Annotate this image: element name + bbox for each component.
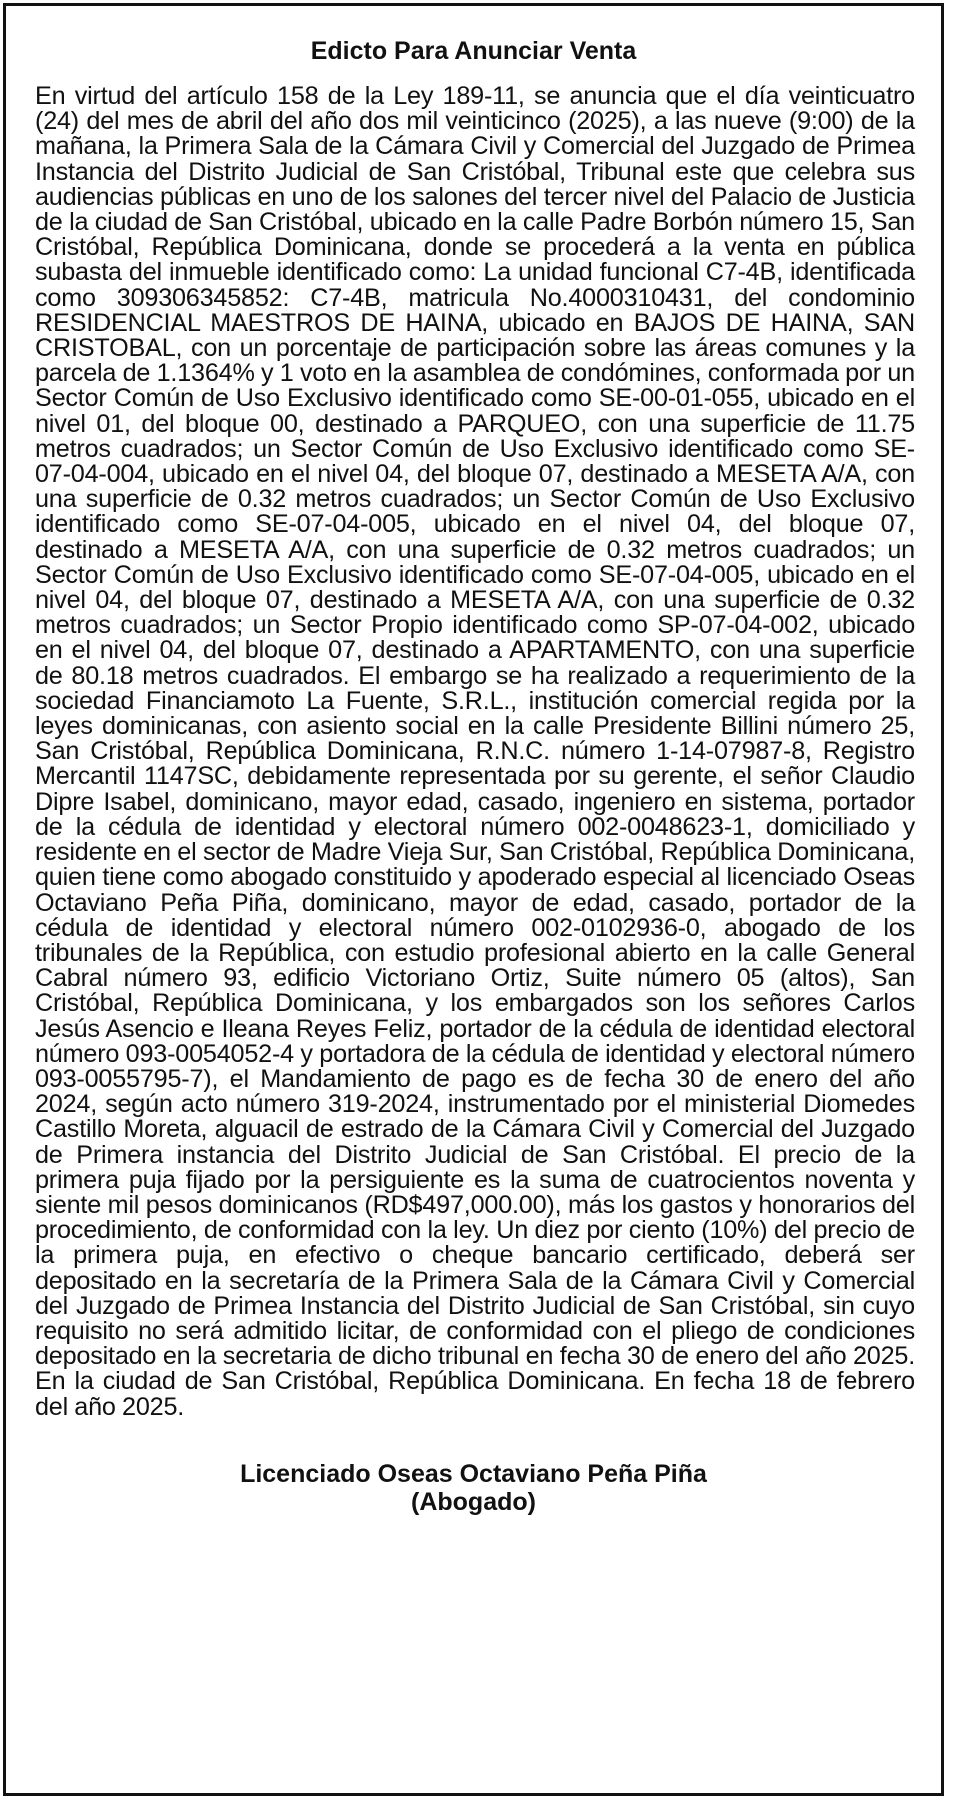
legal-notice [3, 3, 944, 1796]
notice-title: Edicto Para Anunciar Venta [310, 37, 637, 65]
signature-block [6, 1460, 941, 1516]
notice-body: En virtud del artículo 158 de la Ley 189-11, se anuncia que el día veinticuatro (24) del mes de abril del año dos mil veinticinco (2025), a las nueve (9:00) de la mañana, la Primera Sala de la Cámara Civil y Comercial del Juzgado de Primea Instancia del Distrito Judicial de San Cristóbal, Tribunal este que celebra sus audiencias públicas en uno de los salones del tercer nivel del Palacio de Justicia de la ciudad de San Cristóbal, ubicado en la calle Padre Borbón número 15, San Cristóbal, República Dominicana, donde se procederá a la venta en pública subasta del inmueble identificado como: La unidad funcional C7-4B, identificada como 309306345852: C7-4B, matricula No.4000310431, del condominio RESIDENCIAL MAESTROS DE HAINA, ubicado en BAJOS DE HAINA, SAN CRISTOBAL, con un porcentaje de participación sobre las áreas comunes y la parcela de 1.1364% y 1 voto en la asamblea de condómines, conformada por un Sector Común de Uso Exclusivo identificado como SE-00-01-055, ubicado en el nivel 01, del bloque 00, destinado a PARQUEO, con una superficie de 11.75 metros cuadrados; un Sector Común de Uso Exclusivo identificado como SE-07-04-004, ubicado en el nivel 04, del bloque 07, destinado a MESETA A/A, con una superficie de 0.32 metros cuadrados; un Sector Común de Uso Exclusivo identificado como SE-07-04-005, ubicado en el nivel 04, del bloque 07, destinado a MESETA A/A, con una superficie de 0.32 metros cuadrados; un Sector Común de Uso Exclusivo identificado como SE-07-04-005, ubicado en el nivel 04, del bloque 07, destinado a MESETA A/A, con una superficie de 0.32 metros cuadrados; un Sector Propio identificado como SP-07-04-002, ubicado en el nivel 04, del bloque 07, destinado a APARTAMENTO, con una superficie de 80.18 metros cuadrados. El embargo se ha realizado a requerimiento de la sociedad Financiamoto La Fuente, S.R.L., institución comercial regida por la leyes dominicanas, con asiento social en la calle Presidente Billini número 25, San Cristóbal, República Dominicana, R.N.C. número 1-14-07987-8, Registro Mercantil 1147SC, debidamente representada por su gerente, el señor Claudio Dipre Isabel, dominicano, mayor edad, casado, ingeniero en sistema, portador de la cédula de identidad y electoral número 002-0048623-1, domiciliado y residente en el sector de Madre Vieja Sur, San Cristóbal, República Dominicana, quien tiene como abogado constituido y apoderado especial al licenciado Oseas Octaviano Peña Piña, dominicano, mayor de edad, casado, portador de la cédula de identidad y electoral número 002-0102936-0, abogado de los tribunales de la República, con estudio profesional abierto en la calle General Cabral número 93, edificio Victoriano Ortiz, Suite número 05 (altos), San Cristóbal, República Dominicana, y los embargados son los señores Carlos Jesús Asencio e Ileana Reyes Feliz, portador de la cédula de identidad electoral número 093-0054052-4 y portadora de la cédula de identidad y electoral número 093-0055795-7), el Mandamiento de pago es de fecha 30 de enero del año 2024, según acto número 319-2024, instrumentado por el ministerial Diomedes Castillo Moreta, alguacil de estrado de la Cámara Civil y Comercial del Juzgado de Primera instancia del Distrito Judicial de San Cristóbal. El precio de la primera puja fijado por la persiguiente es la suma de cuatrocientos noventa y siente mil pesos dominicanos (RD$497,000.00), más los gastos y honorarios del procedimiento, de conformidad con la ley. Un diez por ciento (10%) del precio de la primera puja, en efectivo o cheque bancario certificado, deberá ser depositado en la secretaría de la Primera Sala de la Cámara Civil y Comercial del Juzgado de Primea Instancia del Distrito Judicial de San Cristóbal, sin cuyo requisito no será admitido licitar, de conformidad con el pliego de condiciones depositado en la secretaria de dicho tribunal en fecha 30 de enero del año 2025. En la ciudad de San Cristóbal, República Dominicana. En fecha 18 de febrero del año 2025. [35, 82, 915, 1421]
signature-name: Licenciado Oseas Octaviano Peña Piña [240, 1459, 707, 1488]
signature-role: (Abogado) [411, 1487, 536, 1516]
